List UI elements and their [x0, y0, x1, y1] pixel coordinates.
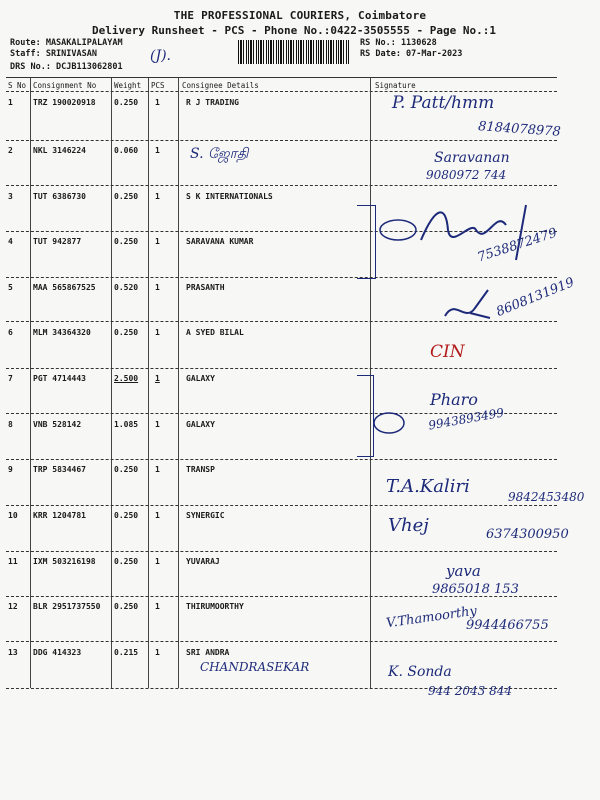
row-consignment: NKL 3146224 — [33, 146, 86, 155]
rs-date-label: RS Date: 07-Mar-2023 — [360, 49, 463, 59]
row-rule — [6, 505, 557, 506]
table-top-rule — [6, 77, 557, 78]
row-pcs: 1 — [155, 146, 160, 155]
row-weight: 0.250 — [114, 465, 139, 474]
row-rule — [6, 140, 557, 141]
row-weight: 2.500 — [114, 374, 139, 383]
row-weight: 0.250 — [114, 557, 139, 566]
handwritten-signature: T.A.Kaliri — [386, 476, 470, 497]
row-pcs: 1 — [155, 465, 160, 474]
handwritten-signature: Pharo — [430, 390, 478, 409]
handwritten-signature: P. Patt/hmm — [392, 93, 495, 113]
handwritten-phone: 9944466755 — [466, 618, 549, 633]
row-consignment: TRP 5834467 — [33, 465, 86, 474]
row-consignee: PRASANTH — [186, 283, 225, 292]
row-weight: 0.215 — [114, 648, 139, 657]
row-consignee: GALAXY — [186, 420, 215, 429]
barcode — [238, 40, 350, 64]
row-consignment: TRZ 190020918 — [33, 98, 96, 107]
row-pcs: 1 — [155, 374, 160, 383]
handwritten-phone: 9842453480 — [508, 490, 585, 504]
handwritten-signature: Vhej — [388, 515, 429, 536]
header-rule — [6, 91, 557, 92]
handwritten-note: CIN — [430, 342, 465, 362]
col-header-weight: Weight — [114, 81, 142, 90]
row-sno: 7 — [8, 374, 13, 383]
row-consignee: THIRUMOORTHY — [186, 602, 244, 611]
handwritten-phone: 6374300950 — [486, 527, 569, 542]
row-consignee: S K INTERNATIONALS — [186, 192, 273, 201]
handwritten-signature: Saravanan — [434, 150, 510, 166]
row-consignee: R J TRADING — [186, 98, 239, 107]
handwritten-phone: 9943893499 — [427, 405, 505, 433]
row-weight: 0.250 — [114, 237, 139, 246]
handwritten-signature: V.Thamoorthy — [385, 603, 478, 632]
row-weight: 0.520 — [114, 283, 139, 292]
row-consignment: MLM 34364320 — [33, 328, 91, 337]
row-consignment: VNB 528142 — [33, 420, 82, 429]
row-pcs: 1 — [155, 283, 160, 292]
row-sno: 13 — [8, 648, 18, 657]
row-consignment: IXM 503216198 — [33, 557, 96, 566]
row-consignee: SARAVANA KUMAR — [186, 237, 254, 246]
handwritten-phone: 944 2043 844 — [428, 684, 512, 698]
row-sno: 1 — [8, 98, 13, 107]
col-header-consignment: Consignment No — [33, 81, 97, 90]
row-sno: 12 — [8, 602, 18, 611]
row-consignee: SRI ANDRA — [186, 648, 230, 657]
row-pcs: 1 — [155, 420, 160, 429]
row-consignee: A SYED BILAL — [186, 328, 244, 337]
row-consignment: MAA 565867525 — [33, 283, 96, 292]
row-weight: 0.060 — [114, 146, 139, 155]
col-header-sno: S No — [8, 81, 27, 90]
handwritten-signature: yava — [446, 562, 481, 580]
row-pcs: 1 — [155, 557, 160, 566]
row-consignee: YUVARAJ — [186, 557, 220, 566]
row-sno: 2 — [8, 146, 13, 155]
row-pcs: 1 — [155, 648, 160, 657]
drs-label: DRS No.: DCJB113062801 — [10, 62, 123, 72]
row-sno: 9 — [8, 465, 13, 474]
handwritten-consignee: S. ஜோதி — [190, 146, 249, 162]
row-sno: 4 — [8, 237, 13, 246]
row-sno: 10 — [8, 511, 18, 520]
row-weight: 1.085 — [114, 420, 139, 429]
row-weight: 0.250 — [114, 602, 139, 611]
handwritten-signature-scribble — [440, 288, 500, 328]
col-header-consignee: Consignee Details — [182, 81, 259, 90]
handwritten-circle-mark — [372, 410, 408, 436]
row-sno: 6 — [8, 328, 13, 337]
handwritten-phone: 9865018 153 — [432, 582, 519, 597]
row-consignment: BLR 2951737550 — [33, 602, 101, 611]
row-pcs: 1 — [155, 602, 160, 611]
rs-no-label: RS No.: 1130628 — [360, 38, 437, 48]
row-consignment: TUT 6386730 — [33, 192, 86, 201]
row-pcs: 1 — [155, 328, 160, 337]
row-consignment: TUT 942877 — [33, 237, 82, 246]
row-pcs: 1 — [155, 192, 160, 201]
row-consignee: GALAXY — [186, 374, 215, 383]
route-label: Route: MASAKALIPALAYAM — [10, 38, 123, 48]
col-header-pcs: PCS — [151, 81, 165, 90]
row-weight: 0.250 — [114, 511, 139, 520]
row-rule — [6, 641, 557, 642]
handwritten-consignee: CHANDRASEKAR — [200, 660, 310, 674]
row-consignee: TRANSP — [186, 465, 215, 474]
row-sno: 11 — [8, 557, 18, 566]
row-rule — [6, 277, 557, 278]
row-pcs: 1 — [155, 98, 160, 107]
row-pcs: 1 — [155, 237, 160, 246]
company-title: THE PROFESSIONAL COURIERS, Coimbatore — [173, 9, 427, 22]
row-weight: 0.250 — [114, 192, 139, 201]
row-sno: 5 — [8, 283, 13, 292]
handwritten-phone: 7538872479 — [475, 225, 560, 266]
grouping-bracket — [357, 205, 376, 279]
row-consignment: KRR 1204781 — [33, 511, 86, 520]
row-consignee: SYNERGIC — [186, 511, 225, 520]
row-pcs: 1 — [155, 511, 160, 520]
col-header-signature: Signature — [375, 81, 416, 90]
runsheet-subtitle: Delivery Runsheet - PCS - Phone No.:0422-3505555 - Page No.:1 — [92, 24, 496, 37]
row-sno: 8 — [8, 420, 13, 429]
handwritten-initials: (J). — [150, 48, 171, 64]
row-rule — [6, 551, 557, 552]
row-rule — [6, 459, 557, 460]
row-rule — [6, 368, 557, 369]
staff-label: Staff: SRINIVASAN — [10, 49, 97, 59]
row-rule — [6, 185, 557, 186]
row-sno: 3 — [8, 192, 13, 201]
row-weight: 0.250 — [114, 98, 139, 107]
handwritten-phone: 8608131919 — [494, 275, 577, 320]
handwritten-phone: 8184078978 — [477, 119, 562, 140]
row-consignment: DDG 414323 — [33, 648, 82, 657]
handwritten-phone: 9080972 744 — [426, 168, 507, 182]
handwritten-signature: K. Sonda — [388, 664, 452, 680]
row-weight: 0.250 — [114, 328, 139, 337]
row-consignment: PGT 4714443 — [33, 374, 86, 383]
